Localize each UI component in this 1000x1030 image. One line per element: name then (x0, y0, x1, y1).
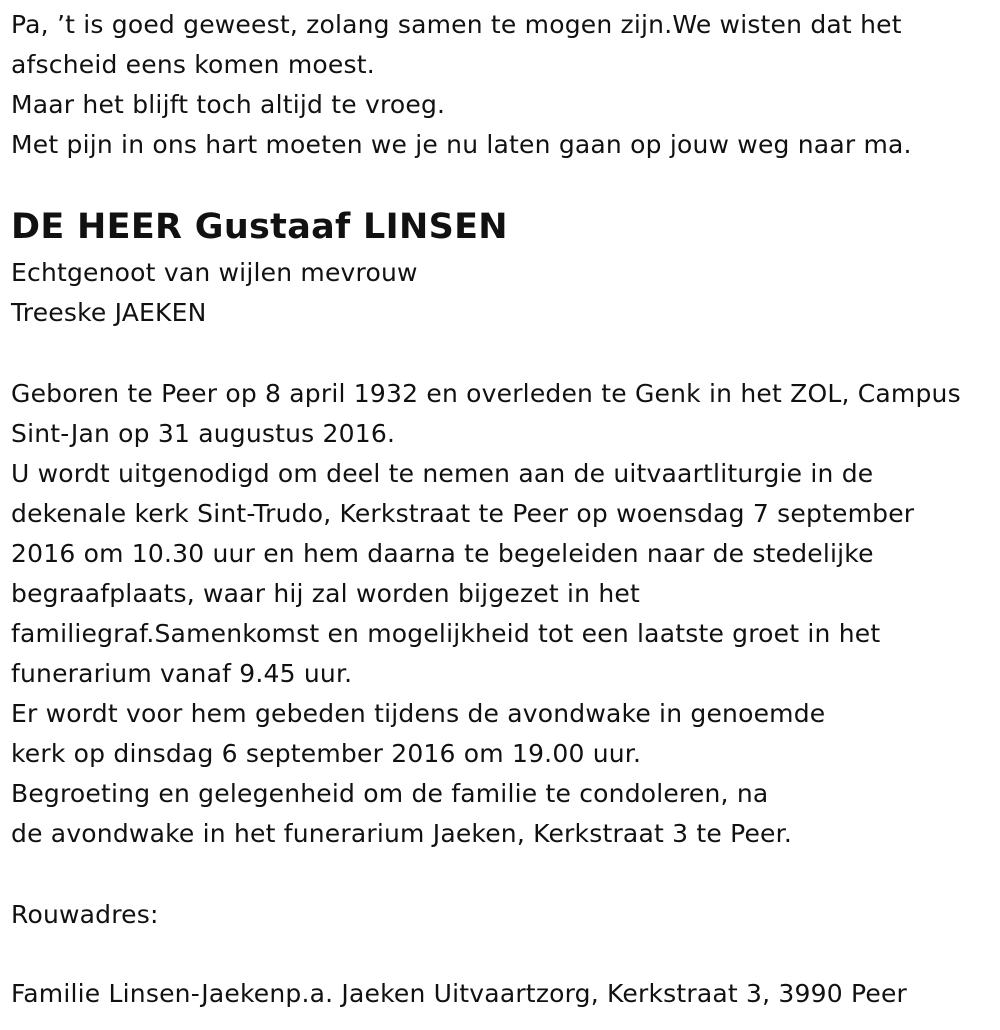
intro-line: afscheid eens komen moest. (11, 50, 375, 79)
detail-line: U wordt uitgenodigd om deel te nemen aan de uitvaartliturgie in de (11, 459, 874, 488)
detail-line: familiegraf.Samenkomst en mogelijkheid tot een laatste groet in het (11, 619, 881, 648)
spouse-line: Treeske JAEKEN (11, 298, 207, 327)
detail-line: dekenale kerk Sint-Trudo, Kerkstraat te Peer op woensdag 7 september (11, 499, 915, 528)
detail-line: de avondwake in het funerarium Jaeken, Kerkstraat 3 te Peer. (11, 819, 792, 848)
intro-line: Met pijn in ons hart moeten we je nu laten gaan op jouw weg naar ma. (11, 130, 912, 159)
intro-line: Maar het blijft toch altijd te vroeg. (11, 90, 446, 119)
detail-line: Geboren te Peer op 8 april 1932 en overleden te Genk in het ZOL, Campus (11, 379, 961, 408)
detail-line: Begroeting en gelegenheid om de familie te condoleren, na (11, 779, 769, 808)
detail-line: begraafplaats, waar hij zal worden bijgezet in het (11, 579, 640, 608)
detail-line: 2016 om 10.30 uur en hem daarna te begeleiden naar de stedelijke (11, 539, 874, 568)
address-label: Rouwadres: (11, 900, 159, 929)
deceased-name: DE HEER Gustaaf LINSEN (11, 207, 508, 247)
address-value: Familie Linsen-Jaekenp.a. Jaeken Uitvaartzorg, Kerkstraat 3, 3990 Peer (11, 979, 908, 1008)
detail-line: funerarium vanaf 9.45 uur. (11, 659, 353, 688)
detail-line: kerk op dinsdag 6 september 2016 om 19.00 uur. (11, 739, 642, 768)
intro-line: Pa, ’t is goed geweest, zolang samen te mogen zijn.We wisten dat het (11, 10, 902, 39)
spouse-line: Echtgenoot van wijlen mevrouw (11, 258, 418, 287)
detail-line: Er wordt voor hem gebeden tijdens de avondwake in genoemde (11, 699, 826, 728)
detail-line: Sint-Jan op 31 augustus 2016. (11, 419, 396, 448)
